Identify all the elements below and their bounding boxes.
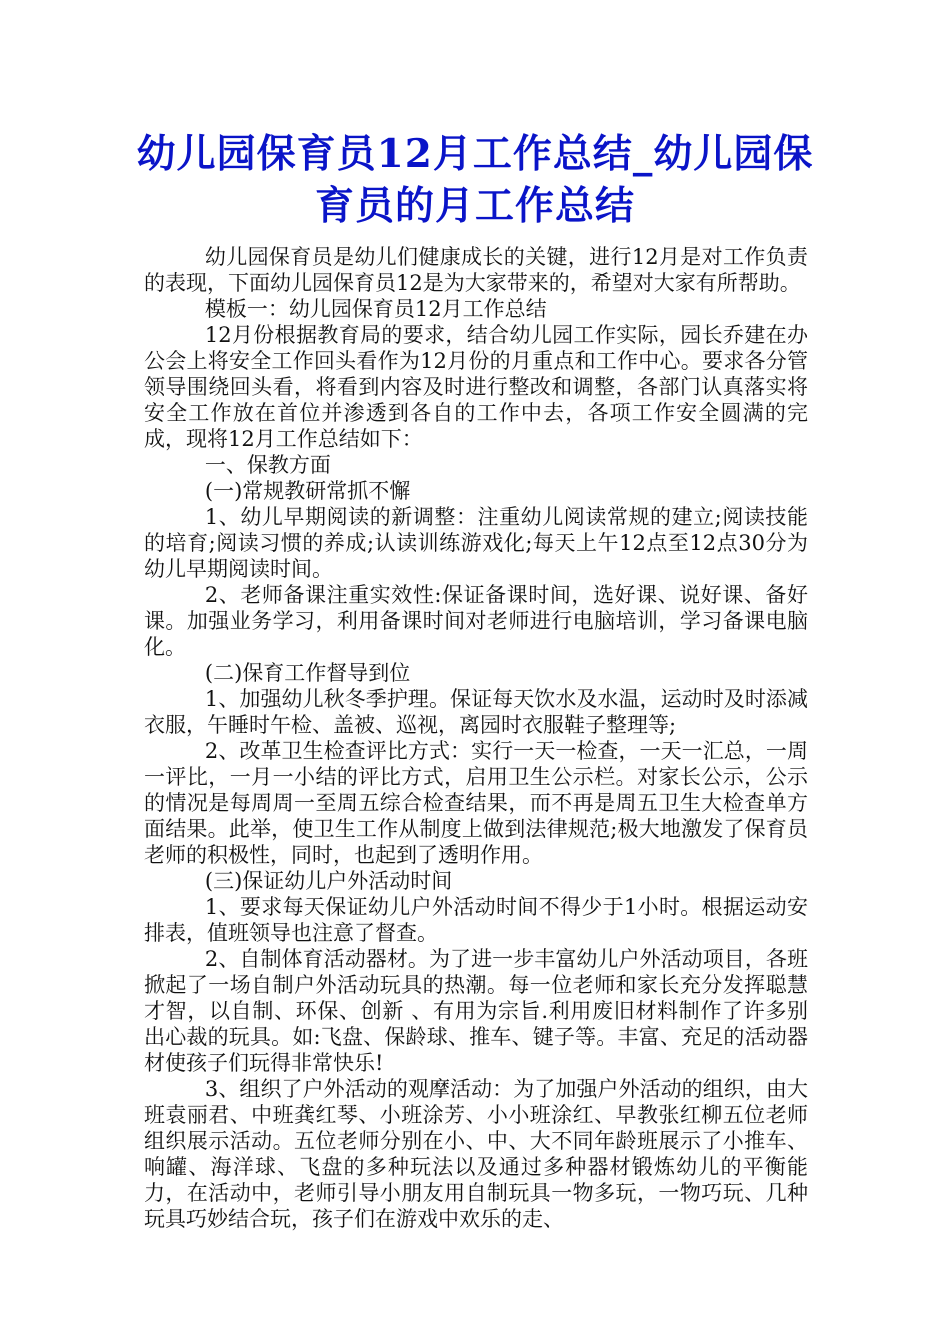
paragraph-item: 1、要求每天保证幼儿户外活动时间不得少于1小时。根据运动安排表，值班领导也注意了督查。	[144, 895, 808, 945]
paragraph-item: 2、自制体育活动器材。为了进一步丰富幼儿户外活动项目，各班掀起了一场自制户外活动玩具的热潮。每一位老师和家长充分发挥聪慧才智，以自制、环保、创新 、有用为宗旨.利用废旧材料制作了许多别出心裁的玩具。如:飞盘、保龄球、推车、键子等。丰富、充足的活动器材使孩子们玩得非常快乐!	[144, 947, 808, 1075]
paragraph-item: 1、幼儿早期阅读的新调整：注重幼儿阅读常规的建立;阅读技能的培育;阅读习惯的养成;认读训练游戏化;每天上午12点至12点30分为幼儿早期阅读时间。	[144, 505, 808, 581]
subsection-heading: (三)保证幼儿户外活动时间	[204, 869, 453, 893]
paragraph-overview: 12月份根据教育局的要求，结合幼儿园工作实际，园长乔建在办公会上将安全工作回头看作为12月份的月重点和工作中心。要求各分管领导围绕回头看，将看到内容及时进行整改和调整，各部门认真落实将安全工作放在首位并渗透到各自的工作中去，各项工作安全圆满的完成，现将12月工作总结如下：	[144, 323, 808, 451]
paragraph-template-heading: 模板一：幼儿园保育员12月工作总结	[204, 297, 547, 321]
paragraph-item: 1、加强幼儿秋冬季护理。保证每天饮水及水温，运动时及时添减衣服，午睡时午检、盖被、巡视，离园时衣服鞋子整理等;	[144, 687, 808, 737]
paragraph-item: 2、改革卫生检查评比方式：实行一天一检查，一天一汇总，一周一评比，一月一小结的评比方式，启用卫生公示栏。对家长公示，公示的情况是每周周一至周五综合检查结果，而不再是周五卫生大检查单方面结果。此举，使卫生工作从制度上做到法律规范;极大地激发了保育员老师的积极性，同时，也起到了透明作用。	[144, 739, 808, 867]
subsection-heading: (二)保育工作督导到位	[204, 661, 411, 685]
paragraph-item: 3、组织了户外活动的观摩活动：为了加强户外活动的组织，由大班袁丽君、中班龚红琴、小班涂芳、小小班涂红、早教张红柳五位老师组织展示活动。五位老师分别在小、中、大不同年龄班展示了小推车、响罐、海洋球、飞盘的多种玩法以及通过多种器材锻炼幼儿的平衡能力，在活动中，老师引导小朋友用自制玩具一物多玩，一物巧玩、几种玩具巧妙结合玩，孩子们在游戏中欢乐的走、	[144, 1077, 808, 1231]
paragraph-item: 2、老师备课注重实效性:保证备课时间，选好课、说好课、备好课。加强业务学习，利用备课时间对老师进行电脑培训，学习备课电脑化。	[144, 583, 808, 659]
document-body	[144, 244, 808, 1232]
document-title: 幼儿园保育员12月工作总结_幼儿园保育员的月工作总结	[136, 131, 814, 229]
paragraph-intro: 幼儿园保育员是幼儿们健康成长的关键，进行12月是对工作负责的表现，下面幼儿园保育员12是为大家带来的，希望对大家有所帮助。	[144, 245, 808, 295]
section-heading: 一、保教方面	[204, 453, 331, 477]
subsection-heading: (一)常规教研常抓不懈	[204, 479, 411, 503]
